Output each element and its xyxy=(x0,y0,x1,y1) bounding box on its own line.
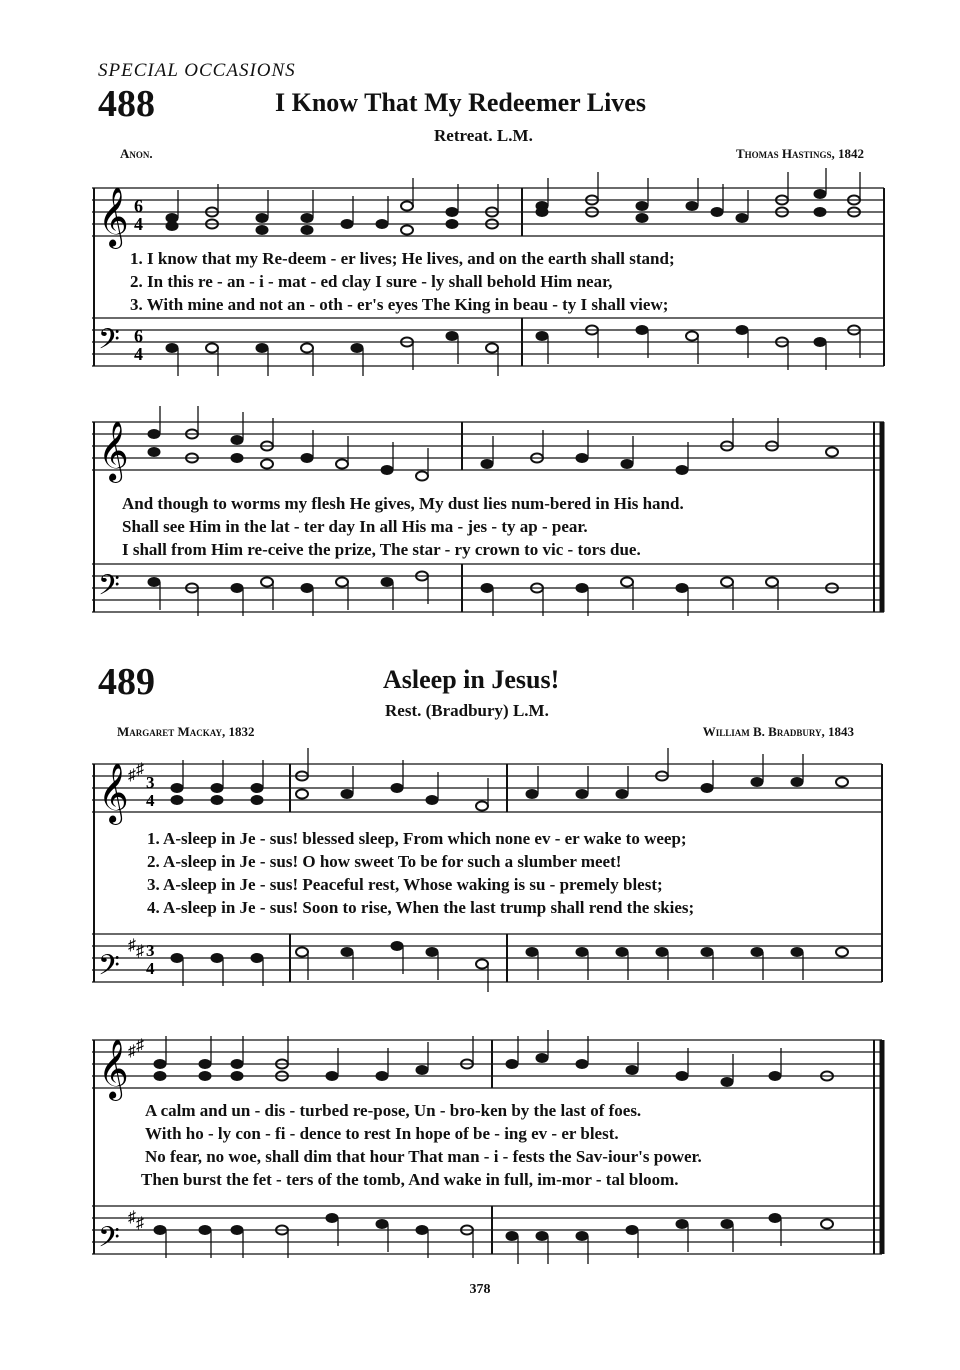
lyric-line: 2. In this re - an - i - mat - ed clay I sure - ly shall behold Him near, xyxy=(130,272,613,291)
page-number: 378 xyxy=(469,1282,491,1297)
svg-text:♯: ♯ xyxy=(136,1037,144,1054)
hymn-title-489: Asleep in Jesus! xyxy=(383,665,560,694)
svg-text:3: 3 xyxy=(146,941,155,960)
lyric-line: A calm and un - dis - turbed re-pose, Un - bro-ken by the last of foes. xyxy=(145,1101,642,1120)
svg-text:♯: ♯ xyxy=(136,943,144,960)
lyric-line: No fear, no woe, shall dim that hour That man - i - fests the Sav-iour's power. xyxy=(145,1147,702,1166)
lyric-line: 2. A-sleep in Je - sus! O how sweet To be for such a slumber meet! xyxy=(147,852,622,871)
lyric-line: 3. A-sleep in Je - sus! Peaceful rest, Whose waking is su - premely blest; xyxy=(147,875,663,894)
svg-text:♯: ♯ xyxy=(136,1215,144,1232)
svg-text:♯: ♯ xyxy=(128,937,136,954)
hymn-title-488: I Know That My Redeemer Lives xyxy=(275,88,646,117)
lyric-line: 1. A-sleep in Je - sus! blessed sleep, From which none ev - er wake to weep; xyxy=(147,829,687,848)
svg-text:♯: ♯ xyxy=(128,1043,136,1060)
svg-text:3: 3 xyxy=(146,773,155,792)
lyric-line: I shall from Him re-ceive the prize, The star - ry crown to vic - tors due. xyxy=(122,540,641,559)
lyric-line: Then burst the fet - ters of the tomb, And wake in full, im-mor - tal bloom. xyxy=(141,1170,679,1189)
svg-text:𝄢: 𝄢 xyxy=(98,949,120,989)
lyric-line: 3. With mine and not an - oth - er's eyes The King in beau - ty I shall view; xyxy=(130,295,669,314)
lyric-line: 4. A-sleep in Je - sus! Soon to rise, When the last trump shall rend the skies; xyxy=(147,898,695,917)
svg-text:4: 4 xyxy=(146,959,155,978)
music-credit-488: Thomas Hastings, 1842 xyxy=(735,146,864,161)
svg-text:𝄞: 𝄞 xyxy=(98,763,129,823)
svg-text:𝄞: 𝄞 xyxy=(98,187,129,247)
svg-text:♯: ♯ xyxy=(136,761,144,778)
hymn-number-488: 488 xyxy=(98,83,155,125)
svg-text:𝄢: 𝄢 xyxy=(98,1221,120,1261)
svg-text:6: 6 xyxy=(134,326,143,346)
words-credit-488: Anon. xyxy=(120,146,153,161)
music-system-489-2 xyxy=(92,1020,888,1270)
hymn-number-489: 489 xyxy=(98,661,155,703)
words-credit-489: Margaret Mackay, 1832 xyxy=(117,724,255,739)
svg-text:♯: ♯ xyxy=(128,1209,136,1226)
svg-text:♯: ♯ xyxy=(128,767,136,784)
music-credit-489: William B. Bradbury, 1843 xyxy=(702,724,854,739)
tune-name-489: Rest. (Bradbury) L.M. xyxy=(385,701,549,720)
svg-text:𝄞: 𝄞 xyxy=(98,1039,129,1099)
lyric-line: 1. I know that my Re-deem - er lives; He lives, and on the earth shall stand; xyxy=(130,249,675,268)
svg-text:𝄢: 𝄢 xyxy=(98,323,120,363)
tune-name-488: Retreat. L.M. xyxy=(434,126,533,145)
lyric-line: And though to worms my flesh He gives, My dust lies num-bered in His hand. xyxy=(122,494,684,513)
svg-text:𝄞: 𝄞 xyxy=(98,421,129,481)
lyric-line: With ho - ly con - fi - dence to rest In hope of be - ing ev - er blest. xyxy=(145,1124,619,1143)
svg-text:4: 4 xyxy=(134,214,143,234)
section-header: SPECIAL OCCASIONS xyxy=(98,60,296,81)
svg-text:𝄢: 𝄢 xyxy=(98,569,120,609)
svg-text:4: 4 xyxy=(146,791,155,810)
lyric-line: Shall see Him in the lat - ter day In all His ma - jes - ty ap - pear. xyxy=(122,517,588,536)
svg-text:6: 6 xyxy=(134,196,143,216)
svg-text:4: 4 xyxy=(134,344,143,364)
